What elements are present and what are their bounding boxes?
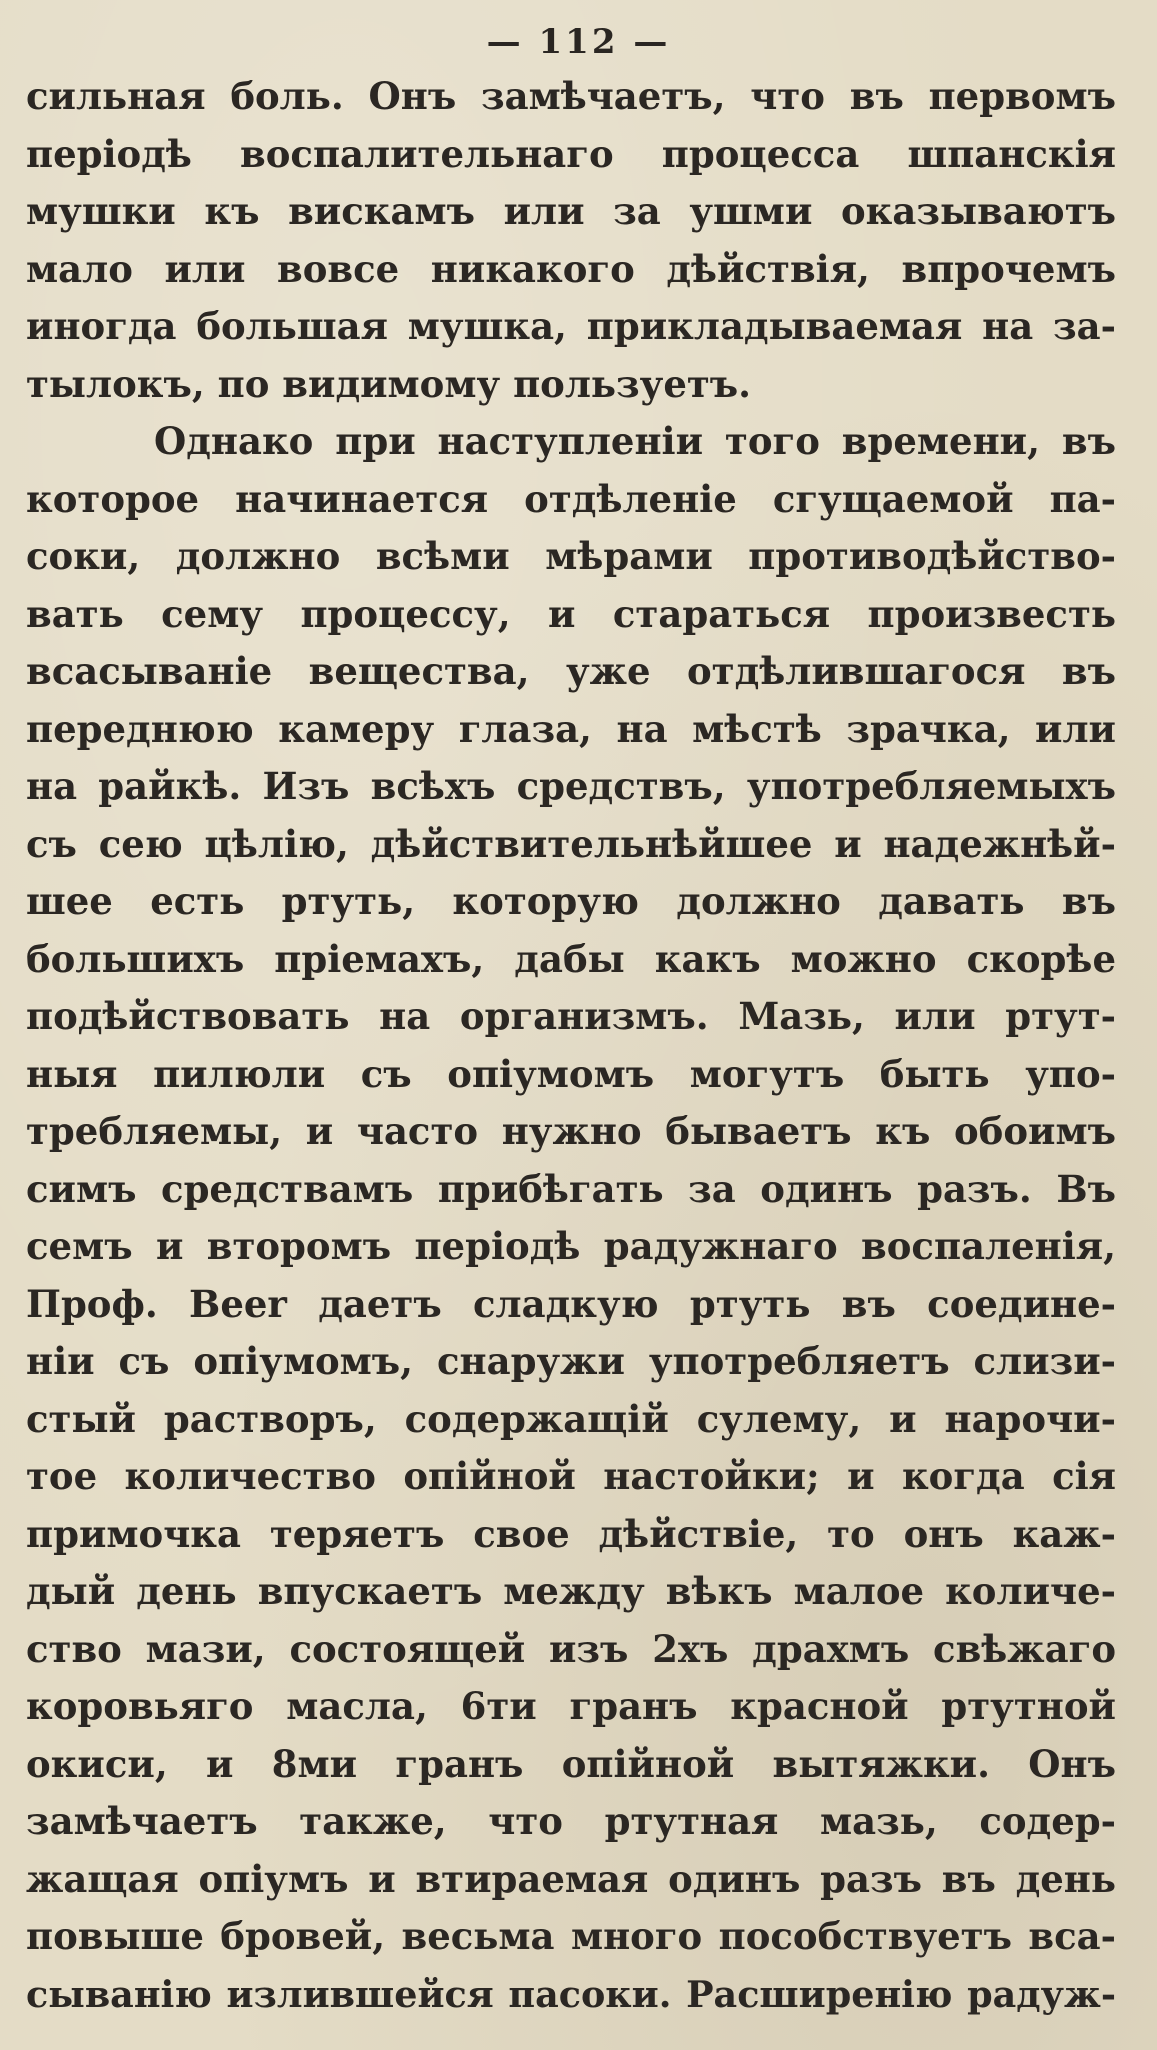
text-line: сильная боль. Онъ замѣчаетъ, что въ первомъ (26, 74, 1116, 118)
text-line: семъ и второмъ періодѣ радужнаго воспаленія, (26, 1224, 1116, 1268)
text-line: требляемы, и часто нужно бываетъ къ обоимъ (26, 1109, 1116, 1153)
text-line: коровьяго масла, 6ти гранъ красной ртутной (26, 1684, 1116, 1728)
text-line: жащая опіумъ и втираемая одинъ разъ въ день (26, 1856, 1116, 1901)
text-line: періодѣ воспалительнаго процесса шпанскія (26, 131, 1116, 176)
text-line: симъ средствамъ прибѣгать за одинъ разъ. Въ (26, 1166, 1116, 1211)
text-line: мушки къ вискамъ или за ушми оказываютъ (26, 189, 1116, 233)
text-line: окиси, и 8ми гранъ опійной вытяжки. Онъ (26, 1741, 1116, 1786)
text-line: переднюю камеру глаза, на мѣстѣ зрачка, или (26, 706, 1116, 751)
text-line: Проф. Beer даетъ сладкую ртуть въ соедине- (26, 1281, 1116, 1326)
text-line: примочка теряетъ свое дѣйствіе, то онъ каж- (26, 1511, 1116, 1556)
text-line: сыванію излившейся пасоки. Расширенію радуж- (26, 1972, 1116, 2016)
text-line: подѣйствовать на организмъ. Мазь, или ртут- (26, 994, 1116, 1038)
text-line: вать сему процессу, и стараться произвесть (26, 591, 1116, 636)
text-line: замѣчаетъ также, что ртутная мазь, содер- (26, 1799, 1116, 1843)
text-line: тылокъ, по видимому пользуетъ. (26, 361, 752, 406)
text-line: большихъ пріемахъ, дабы какъ можно скорѣе (26, 936, 1116, 981)
text-line: стый растворъ, содержащій сулему, и нарочи- (26, 1396, 1116, 1441)
paragraph-first-line: Однако при наступленіи того времени, въ (154, 419, 1116, 463)
text-line: которое начинается отдѣленіе сгущаемой па- (26, 476, 1116, 521)
text-line: ныя пилюли съ опіумомъ могутъ быть упо- (26, 1051, 1116, 1096)
text-line: ніи съ опіумомъ, снаружи употребляетъ слизи- (26, 1339, 1116, 1383)
text-line: соки, должно всѣми мѣрами противодѣйство- (26, 534, 1116, 578)
body-text (26, 68, 1116, 2023)
text-line: дый день впускаетъ между вѣкъ малое количе- (26, 1569, 1116, 1613)
text-line: тое количество опійной настойки; и когда сія (26, 1454, 1116, 1498)
text-line: повыше бровей, весьма много пособствуетъ вса- (26, 1914, 1116, 1958)
text-line: иногда большая мушка, прикладываемая на за- (26, 304, 1116, 348)
page-number: — 112 — (486, 22, 671, 62)
text-line: на райкѣ. Изъ всѣхъ средствъ, употребляемыхъ (26, 764, 1116, 808)
text-line: шее есть ртуть, которую должно давать въ (26, 879, 1116, 923)
text-line: ство мази, состоящей изъ 2хъ драхмъ свѣжаго (26, 1626, 1116, 1671)
text-line: съ сею цѣлію, дѣйствительнѣйшее и надежнѣй- (26, 821, 1116, 866)
text-line: мало или вовсе никакого дѣйствія, впрочемъ (26, 246, 1116, 291)
text-line: всасываніе вещества, уже отдѣлившагося въ (26, 649, 1116, 693)
